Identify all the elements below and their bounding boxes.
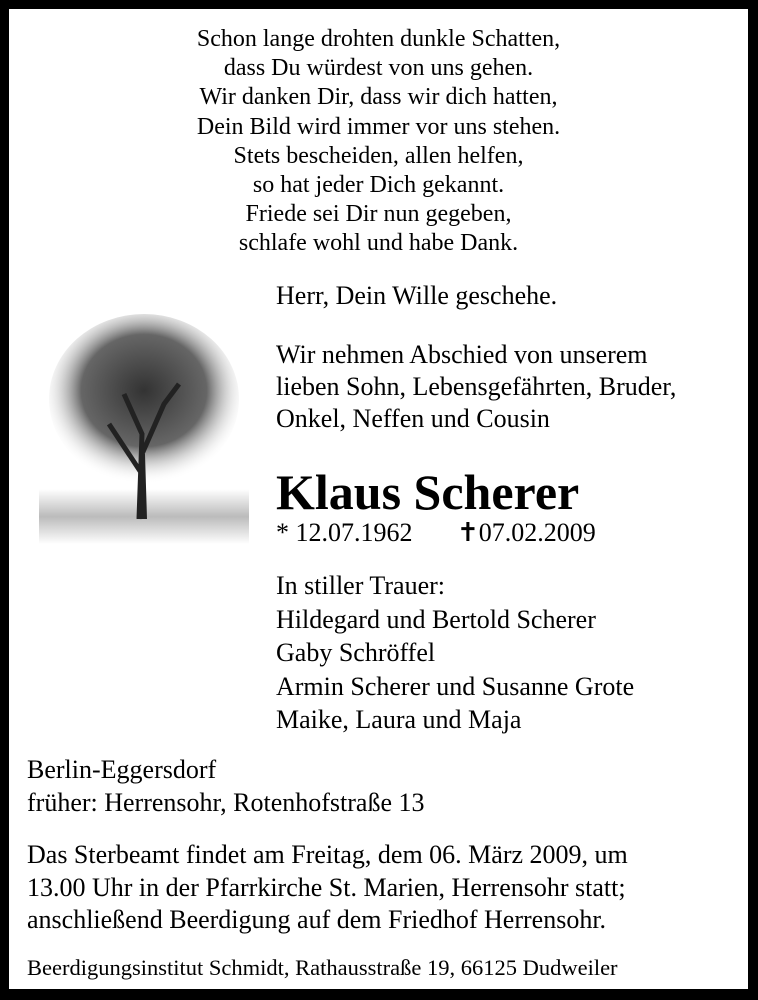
birth-date: 12.07.1962	[295, 518, 413, 547]
location-line: Berlin-Eggersdorf	[27, 755, 217, 784]
poem-line: Friede sei Dir nun gegeben,	[245, 201, 512, 228]
funeral-home: Beerdigungsinstitut Schmidt, Rathausstraße 19, 66125 Dudweiler	[27, 955, 618, 980]
tree-image	[39, 304, 249, 549]
poem-line: dass Du würdest von uns gehen.	[223, 55, 534, 82]
life-dates	[276, 518, 596, 548]
mourner: Hildegard und Bertold Scherer	[276, 604, 596, 634]
farewell-line: lieben Sohn, Lebensgefährten, Bruder,	[276, 372, 677, 401]
farewell-text	[276, 339, 676, 435]
poem-line: Stets bescheiden, allen helfen,	[233, 142, 524, 169]
poem-line: schlafe wohl und habe Dank.	[238, 230, 519, 257]
location	[27, 753, 425, 819]
service-line: 13.00 Uhr in der Pfarrkirche St. Marien, Herrensohr statt;	[27, 872, 626, 902]
poem	[9, 25, 748, 259]
farewell-line: Wir nehmen Abschied von unserem	[276, 340, 648, 369]
poem-line: Dein Bild wird immer vor uns stehen.	[196, 113, 561, 140]
service-info	[27, 839, 628, 937]
death-cross-icon: ✝	[457, 518, 479, 547]
mourner: Gaby Schröffel	[276, 638, 436, 667]
service-line: Das Sterbeamt findet am Freitag, dem 06. März 2009, um	[27, 840, 628, 869]
poem-line: Wir danken Dir, dass wir dich hatten,	[199, 84, 558, 111]
prayer: Herr, Dein Wille geschehe.	[276, 281, 558, 310]
birth-symbol: *	[276, 518, 289, 547]
obituary-notice	[9, 9, 748, 989]
farewell-line: Onkel, Neffen und Cousin	[276, 404, 550, 433]
poem-line: Schon lange drohten dunkle Schatten,	[196, 26, 561, 52]
mourner: Armin Scherer und Susanne Grote	[276, 671, 635, 701]
location-line: früher: Herrensohr, Rotenhofstraße 13	[27, 788, 425, 817]
poem-line: so hat jeder Dich gekannt.	[252, 172, 505, 199]
mourners-heading: In stiller Trauer:	[276, 571, 445, 600]
service-line: anschließend Beerdigung auf dem Friedhof Herrensohr.	[27, 905, 607, 934]
deceased-name: Klaus Scherer	[276, 464, 580, 520]
mourners	[276, 569, 634, 737]
death-date: 07.02.2009	[478, 518, 596, 547]
mourner: Maike, Laura und Maja	[276, 705, 522, 734]
